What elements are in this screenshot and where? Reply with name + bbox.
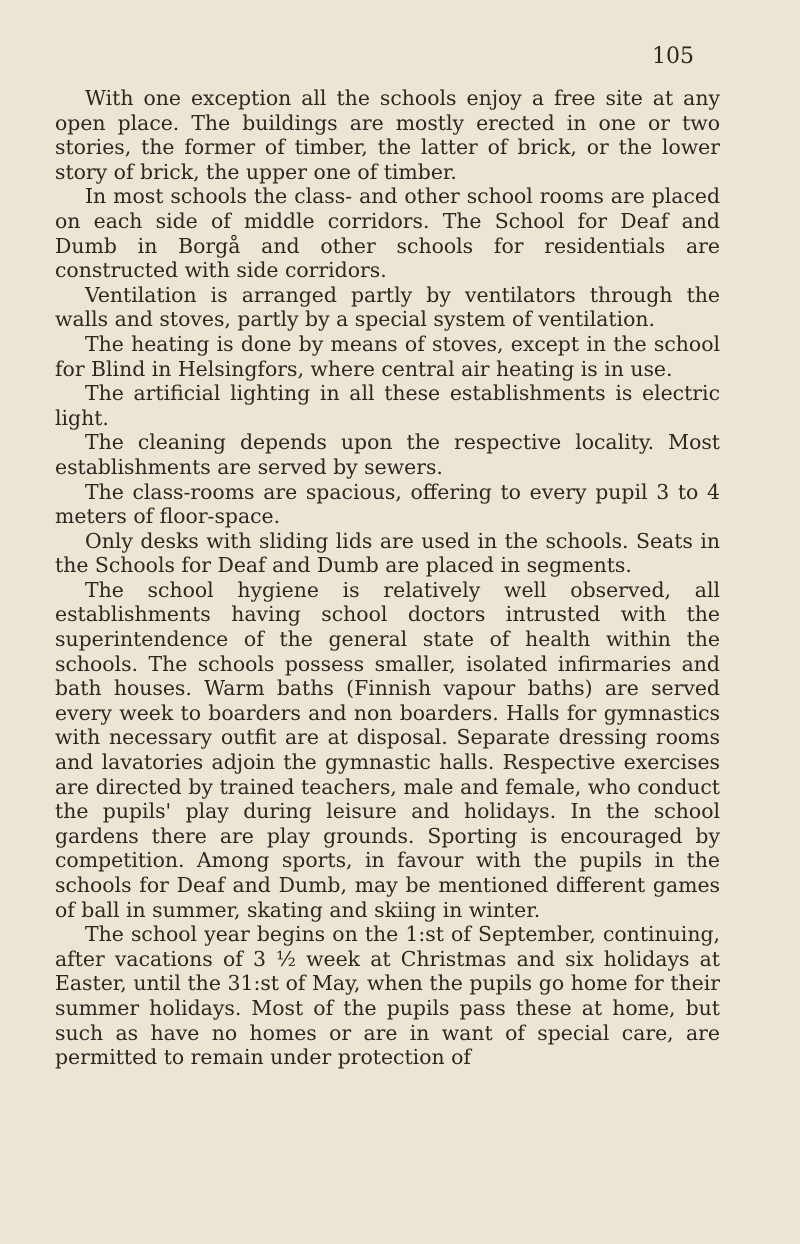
paragraph-classrooms: The class-rooms are spacious, offering to every pupil 3 to 4 meters of floor-space. <box>55 479 720 529</box>
paragraph-heating: The heating is done by means of stoves, except in the school for Blind in Helsingfors, where central air heating is in use. <box>55 331 720 381</box>
paragraph-hygiene: The school hygiene is relatively well observed, all establishments having school doctors intrusted with the superintendence of the general state of health within the schools. The schools possess smaller, isolated infirmaries and bath houses. Warm baths (Finnish vapour baths) are served every week to boarders and non boarders. Halls for gymnastics with necessary outfit are at disposal. Separate dressing rooms and lavatories adjoin the gymnastic halls. Respective exercises are directed by trained teachers, male and female, who conduct the pupils' play during leisure and holidays. In the school gardens there are play grounds. Sporting is encouraged by competition. Among sports, in favour with the pupils in the schools for Deaf and Dumb, may be mentioned different games of ball in summer, skating and skiing in winter. <box>55 577 720 922</box>
paragraph-site: With one exception all the schools enjoy a free site at any open place. The buildings are mostly erected in one or two stories, the former of timber, the latter of brick, or the lower story of brick, the upper one of timber. <box>55 86 720 184</box>
paragraph-corridors: In most schools the class- and other school rooms are placed on each side of middle corridors. The School for Deaf and Dumb in Borgå and other schools for residentials are constructed with side corridors. <box>55 184 720 283</box>
paragraph-desks: Only desks with sliding lids are used in the schools. Seats in the Schools for Deaf and Dumb are placed in segments. <box>55 528 720 578</box>
page-number: 105 <box>652 44 694 69</box>
body-text <box>55 86 720 1070</box>
paragraph-school-year: The school year begins on the 1:st of September, continuing, after vacations of 3 ½ week at Christmas and six holidays at Easter, until the 31:st of May, when the pupils go home for their summer holidays. Most of the pupils pass these at home, but such as have no homes or are in want of special care, are permitted to remain under protection of <box>55 922 720 1070</box>
paragraph-lighting: The artificial lighting in all these establishments is electric light. <box>55 381 720 430</box>
paragraph-cleaning: The cleaning depends upon the respective locality. Most establishments are served by sewers. <box>55 430 720 479</box>
paragraph-ventilation: Ventilation is arranged partly by ventilators through the walls and stoves, partly by a special system of ventilation. <box>55 282 720 332</box>
